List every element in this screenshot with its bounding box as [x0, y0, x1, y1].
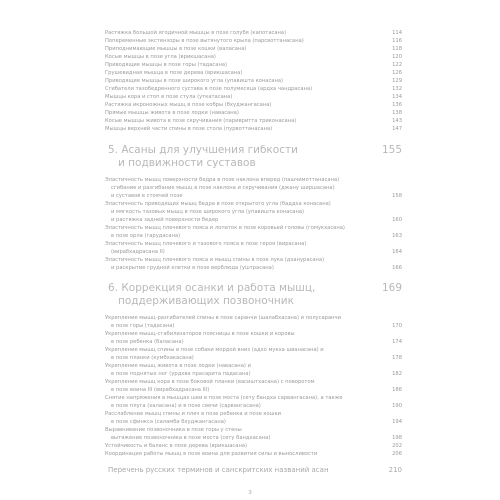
entry-title-cont: и растяжка задней поверхности бедер — [111, 217, 219, 223]
entry-page: 136 — [392, 102, 402, 108]
entry-title: Устойчивость и баланс в позе дерева (врикшасана) — [105, 443, 248, 449]
entry-title: Укрепление мышц живота в позе лодки (навасана) и — [105, 363, 251, 369]
toc-entry[interactable] — [0, 443, 500, 451]
section-5-heading-line2 — [0, 158, 500, 171]
entry-page: 206 — [392, 451, 402, 457]
section-5-heading[interactable] — [0, 145, 500, 158]
toc-entry-cont — [0, 265, 500, 273]
appendix-entry[interactable] — [0, 466, 500, 476]
entry-page: 126 — [392, 70, 402, 76]
toc-entry[interactable] — [0, 395, 500, 403]
entry-page: 194 — [392, 419, 402, 425]
toc-entry[interactable] — [0, 241, 500, 249]
entry-page: 138 — [392, 110, 402, 116]
entry-title: Косые мышцы живота в позе скручивания (паривритта триконасана) — [105, 118, 297, 124]
toc-entry[interactable] — [0, 451, 500, 459]
entry-page: 114 — [392, 30, 402, 36]
toc-entry-cont — [0, 233, 500, 241]
entry-title: Приводящие мышцы в позе широкого угла (упавишта конасана) — [105, 78, 284, 84]
entry-page: 147 — [392, 126, 402, 132]
section-6-heading[interactable] — [0, 283, 500, 296]
entry-title: Растяжка большой ягодичной мышцы в позе голубя (капотасана) — [105, 30, 287, 36]
entry-page: 166 — [392, 265, 402, 271]
entry-title: Сгибатели тазобедренного сустава в позе полумесяца (ардха чандрасана) — [105, 86, 313, 92]
entry-title-cont: и суставов в стоячей позе — [111, 193, 183, 199]
entry-page: 134 — [392, 94, 402, 100]
toc-entry-cont — [0, 371, 500, 379]
entry-title-cont: в позе горы (тадасана) — [111, 323, 175, 329]
toc-entry[interactable] — [0, 315, 500, 323]
toc-entry[interactable] — [0, 102, 500, 110]
section-6-heading-line2 — [0, 296, 500, 309]
toc-entry[interactable] — [0, 70, 500, 78]
toc-entry[interactable] — [0, 78, 500, 86]
entry-title: Расслабление мышц спины и плеч в позе ребенка и позе кошки — [105, 411, 281, 417]
toc-entry-cont — [0, 419, 500, 427]
entry-title: Мышцы кора и стоп в позе стула (уткатасана) — [105, 94, 233, 100]
entry-title: Эластичность мышц плечевого пояса и мышц спины в позе лука (дханурасана) — [105, 257, 325, 263]
page-number: 3 — [248, 490, 252, 496]
toc-entry[interactable] — [0, 257, 500, 265]
entry-title: Растяжка икроножных мышц в позе кобры (бхуджангасана) — [105, 102, 272, 108]
toc-entry[interactable] — [0, 54, 500, 62]
entry-title-cont: в позе поднятых ног (урдхва прасарита падасана) — [111, 371, 251, 377]
toc-entry-cont — [0, 339, 500, 347]
toc-entry[interactable] — [0, 411, 500, 419]
toc-entry[interactable] — [0, 94, 500, 102]
toc-entry-cont — [0, 355, 500, 363]
entry-title-cont: сгибание и разгибание мышц в позе наклона и скручивания (джану ширшасана) — [111, 185, 335, 191]
toc-entry-cont — [0, 387, 500, 395]
entry-title-cont: вытяжение позвоночника в позе моста (сету бандхасана) — [111, 435, 271, 441]
toc-entry[interactable] — [0, 118, 500, 126]
entry-page: 118 — [392, 46, 402, 52]
toc-entry[interactable] — [0, 30, 500, 38]
toc-entry[interactable] — [0, 38, 500, 46]
section-page: 155 — [381, 144, 402, 156]
toc-entry-cont — [0, 249, 500, 257]
entry-page: 122 — [392, 62, 402, 68]
entry-page: 170 — [392, 323, 402, 329]
section-title-cont: поддерживающих позвоночник — [118, 296, 294, 307]
toc-entry[interactable] — [0, 427, 500, 435]
entry-title-cont: в позе сфинкса (саламба бхуджангасана) — [111, 419, 226, 425]
toc-entry-cont — [0, 185, 500, 193]
entry-page: 143 — [392, 118, 402, 124]
toc-entry-cont — [0, 403, 500, 411]
section-title-cont: и подвижности суставов — [118, 158, 256, 169]
entry-page: 186 — [392, 387, 402, 393]
section-title: 5. Асаны для улучшения гибкости — [108, 145, 298, 156]
toc-entry[interactable] — [0, 331, 500, 339]
toc-entry-cont — [0, 323, 500, 331]
entry-title: Приподнимающие мышцы в позе кошки (валасана) — [105, 46, 247, 52]
entry-title: Попеременные экстензоры в позе вытянутого крыла (парсвоттанасана) — [105, 38, 304, 44]
toc-entry-cont — [0, 217, 500, 225]
entry-page: 174 — [392, 339, 402, 345]
toc-entry[interactable] — [0, 46, 500, 54]
entry-title-cont: в позе ребенка (баласана) — [111, 339, 184, 345]
entry-page: 163 — [392, 233, 402, 239]
entry-title: Эластичность приводящих мышц бедра в позе открытого угла (баддха конасана) — [105, 201, 331, 207]
entry-title: Укрепление мышц спины в позе собаки мордой вниз (адхо мукха шванасана) и — [105, 347, 324, 353]
entry-page: 116 — [392, 38, 402, 44]
entry-title: Эластичность мышц плечевого и тазового пояса в позе героя (вирасана) — [105, 241, 307, 247]
entry-title: Прямые мышцы живота в позе лодки (навасана) — [105, 110, 239, 116]
entry-title: Косые мышцы в позе угла (врикшасана) — [105, 54, 216, 60]
entry-page: 120 — [392, 54, 402, 60]
entry-title: Укрепление мышц-разгибателей спины в позе саранчи (шалабхасана) и полусаранчи — [105, 315, 341, 321]
toc-entry[interactable] — [0, 86, 500, 94]
entry-page: 198 — [392, 435, 402, 441]
entry-title-cont: (вирабхадрасана II) — [111, 249, 165, 255]
toc-entry[interactable] — [0, 225, 500, 233]
entry-title: Укрепление мышц кора в позе боковой планки (васиштхасана) с поворотом — [105, 379, 315, 385]
toc-entry[interactable] — [0, 379, 500, 387]
entry-page: 178 — [392, 355, 402, 361]
entry-title-cont: в позе планки (кумбхакасана) — [111, 355, 194, 361]
toc-entry-cont — [0, 193, 500, 201]
entry-page: 158 — [392, 193, 402, 199]
entry-title: Выравнивание позвоночника в позе горы у стены — [105, 427, 242, 433]
toc-entry[interactable] — [0, 62, 500, 70]
entry-page: 160 — [392, 217, 402, 223]
entry-title: Укрепление мышц-стабилизаторов поясницы в позе кошки и коровы — [105, 331, 295, 337]
entry-page: 202 — [392, 443, 402, 449]
toc-entry[interactable] — [0, 177, 500, 185]
toc-entry[interactable] — [0, 126, 500, 134]
appendix-page: 210 — [388, 466, 402, 474]
section-page: 169 — [381, 282, 402, 294]
entry-page: 132 — [392, 86, 402, 92]
toc-entry[interactable] — [0, 363, 500, 371]
entry-page: 129 — [392, 78, 402, 84]
entry-title-cont: в позе воина III (вирабхадрасана III) — [111, 387, 210, 393]
toc-entry[interactable] — [0, 347, 500, 355]
toc-entry[interactable] — [0, 110, 500, 118]
entry-title: Координация работы мышц в позе воина для развития силы и выносливости — [105, 451, 318, 457]
entry-title-cont: в позе орла (гарудасана) — [111, 233, 181, 239]
entry-title-cont: в позе плуга (халасана) и в позе свечи (сарвангасана) — [111, 403, 261, 409]
entry-title: Грушевидная мышца в позе дерева (врикшасана) — [105, 70, 243, 76]
toc-entry-cont — [0, 209, 500, 217]
entry-page: 164 — [392, 249, 402, 255]
toc-entry[interactable] — [0, 201, 500, 209]
entry-title: Эластичность мышц плечевого пояса и лопаток в позе коровьей головы (гомукхасана) — [105, 225, 345, 231]
entry-page: 190 — [392, 403, 402, 409]
entry-title-cont: и раскрытие грудной клетки в позе верблюда (уштрасана) — [111, 265, 274, 271]
entry-title-cont: и мягкость тазовых мышц в позе широкого угла (упавишта конасана) — [111, 209, 305, 215]
toc-entry-cont — [0, 435, 500, 443]
entry-title: Снятие напряжения в мышцах шеи в позе моста (сету бандха сарвангасана), а также — [105, 395, 343, 401]
entry-title: Эластичность мышц поверхности бедра в позе наклона вперед (пашчимоттанасана) — [105, 177, 340, 183]
entry-title: Мышцы верхней части спины в позе стола (пурвоттанасана) — [105, 126, 273, 132]
section-title: 6. Коррекция осанки и работа мышц, — [108, 283, 316, 294]
entry-page: 182 — [392, 371, 402, 377]
appendix-title: Перечень русских терминов и санскритских названий асан — [108, 466, 329, 474]
entry-title: Приводящие мышцы в позе горы (тадасана) — [105, 62, 228, 68]
